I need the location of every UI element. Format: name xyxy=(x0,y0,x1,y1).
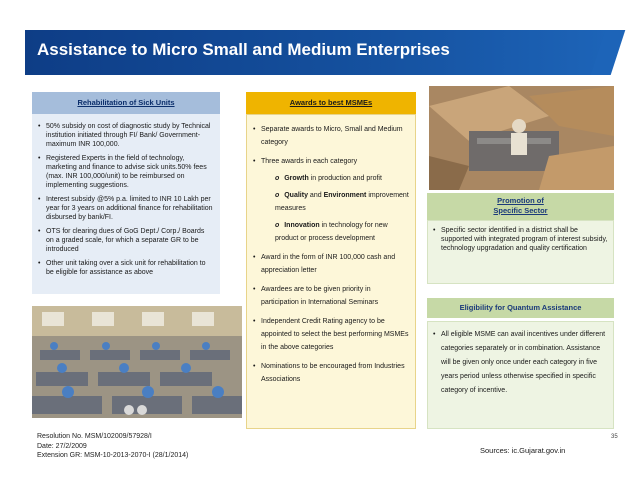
sub-item-text: in production and profit xyxy=(310,175,382,182)
sources-text: Sources: ic.Gujarat.gov.in xyxy=(480,446,566,455)
eligibility-list xyxy=(433,328,608,398)
eligibility-panel xyxy=(427,321,614,429)
sub-item-text: improvement measures xyxy=(275,192,409,212)
sub-marker: o xyxy=(275,192,280,199)
awards-heading: Awards to best MSMEs xyxy=(246,92,416,114)
sub-item-text: in technology for new product or process development xyxy=(275,222,388,242)
list-item: • Award in the form of INR 100,000 cash and appreciation letter xyxy=(253,251,409,277)
specific-sector-heading xyxy=(427,193,614,220)
list-item: • Nominations to be encouraged from Industries Associations xyxy=(253,360,409,386)
sub-item-bold: Quality xyxy=(284,192,308,199)
list-item: • Awardees are to be given priority in participation in International Seminars xyxy=(253,283,409,309)
list-item: • 50% subsidy on cost of diagnostic study by Technical institution initiated through FI/ Bank/ Government- maximum INR 100,000. xyxy=(38,122,214,149)
footer-notes xyxy=(37,432,188,461)
list-item: • Independent Credit Rating agency to be appointed to select the best performing MSMEs in the above categories xyxy=(253,315,409,354)
sub-item-growth xyxy=(261,172,409,185)
list-item-text: Three awards in each category xyxy=(261,158,358,165)
rehabilitation-list xyxy=(38,122,214,277)
slide-title: Assistance to Micro Small and Medium Enterprises xyxy=(37,40,450,59)
sub-item-text: and xyxy=(309,192,322,199)
rehabilitation-panel xyxy=(32,114,220,294)
sub-item-bold: Innovation xyxy=(284,222,320,229)
extension-gr: Extension GR: MSM-10-2013-2070-I (28/1/2014) xyxy=(37,452,189,459)
factory-photo-illustration xyxy=(32,306,242,418)
eligibility-heading: Eligibility for Quantum Assistance xyxy=(427,298,614,318)
list-item: • Registered Experts in the field of technology, marketing and finance to advise sick units.50% fees (max. INR 100,000/unit) to be reimbursed on implementing suggestions. xyxy=(38,154,214,190)
sub-item-bold: Environment xyxy=(323,192,367,199)
specific-sector-heading-line2: Specific Sector xyxy=(493,206,548,215)
sub-marker: o xyxy=(275,175,280,182)
list-item: • Other unit taking over a sick unit for rehabilitation to be eligible for assistance as above xyxy=(38,259,214,277)
title-bar xyxy=(25,30,610,75)
specific-sector-heading-line1: Promotion of xyxy=(497,196,544,205)
specific-sector-list xyxy=(433,226,608,253)
page-number: 35 xyxy=(611,434,618,440)
list-item: • Specific sector identified in a district shall be supported with integrated program of interest subsidy, technology upgradation and quality certification xyxy=(433,226,608,253)
cardboard-photo-illustration xyxy=(429,86,614,190)
sub-item-innovation xyxy=(261,219,409,245)
list-item: • Interest subsidy @5% p.a. limited to INR 10 Lakh per year for 3 years on additional finance for rehabilitation disbursed by bank/FI. xyxy=(38,195,214,222)
cardboard-factory-photo xyxy=(429,86,614,190)
list-item: • OTS for clearing dues of GoG Dept./ Corp./ Boards on a graded scale, for which a separate GR to be introduced xyxy=(38,227,214,254)
sub-marker: o xyxy=(275,222,280,229)
list-item xyxy=(253,155,409,245)
sub-item-quality xyxy=(261,189,409,215)
list-item: • Separate awards to Micro, Small and Medium category xyxy=(253,123,409,149)
list-item: • All eligible MSME can avail incentives under different categories separately or in combination. Assistance will be given only once under each category in five years period unless otherwise specified in specific category of incentive. xyxy=(433,328,608,398)
resolution-date: Date: 27/2/2009 xyxy=(37,442,87,450)
specific-sector-panel xyxy=(427,220,614,284)
awards-list xyxy=(253,123,409,386)
rehabilitation-heading: Rehabilitation of Sick Units xyxy=(32,92,220,114)
resolution-number: Resolution No. MSM/102009/57928/I xyxy=(37,433,152,440)
awards-panel xyxy=(246,114,416,429)
sub-item-bold: Growth xyxy=(284,175,309,182)
factory-workers-photo xyxy=(32,306,242,418)
